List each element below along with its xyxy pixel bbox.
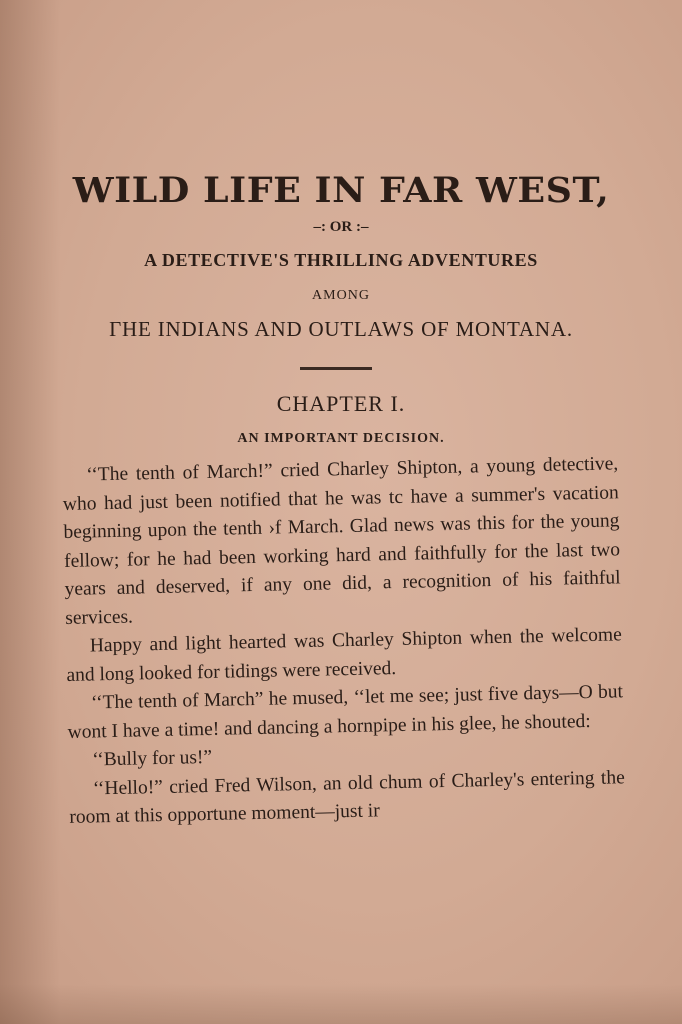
or-separator: –: OR :– xyxy=(313,219,369,235)
divider-rule xyxy=(300,367,372,370)
page-gutter-shadow xyxy=(0,0,60,1024)
chapter-subheading: AN IMPORTANT DECISION. xyxy=(237,431,445,446)
book-subtitle-2: ГHE INDIANS AND OUTLAWS OF MONTANA. xyxy=(109,317,573,341)
chapter-body xyxy=(62,450,626,832)
page-bottom-shadow xyxy=(0,984,682,1024)
paragraph: ‘‘Hello!” cried Fred Wilson, an old chum of Charley's entering the room at this opportune moment—just ir xyxy=(69,766,625,828)
book-subtitle: A DETECTIVE'S THRILLING ADVENTURES xyxy=(144,250,538,270)
paragraph: ‘‘Bully for us!” xyxy=(92,746,213,771)
paragraph: ‘‘The tenth of March” he mused, ‘‘let me see; just five days—O but wont I have a time! and dancing a hornpipe in his glee, he shouted: xyxy=(67,681,624,743)
paragraph: ‘‘The tenth of March!” cried Charley Shipton, a young detective, who had just been notified that he was tc have a summer's vacation beginning upon the tenth ›f March. Glad news was this for the young fellow; for he had been working hard and faithfully for the last two years and deserved, if any one did, a recognition of his faithful services. xyxy=(62,453,621,629)
among-line: AMONG xyxy=(312,288,370,303)
chapter-heading: CHAPTER I. xyxy=(276,391,406,416)
book-title: WILD LIFE IN FAR WEST, xyxy=(72,170,610,211)
paragraph: Happy and light hearted was Charley Shipton when the welcome and long looked for tidings were received. xyxy=(66,624,622,686)
